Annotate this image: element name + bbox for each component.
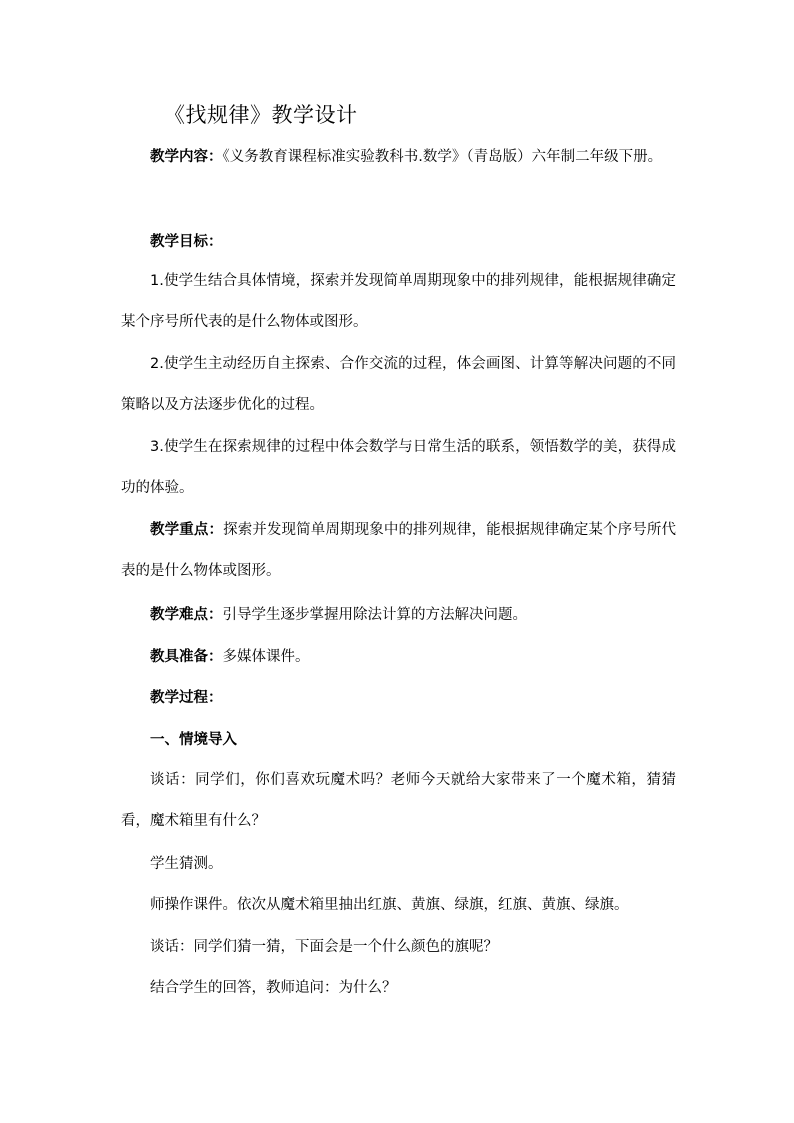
process-paragraph-1: 谈话：同学们，你们喜欢玩魔术吗？老师今天就给大家带来了一个魔术箱，猜猜看，魔术箱里有什么？ — [121, 772, 676, 829]
section-heading-1 — [150, 728, 237, 752]
process-label: 教学过程： — [150, 690, 223, 706]
key-point-text: 探索并发现简单周期现象中的排列规律，能根据规律确定某个序号所代表的是什么物体或图形。 — [121, 522, 677, 579]
materials-paragraph — [150, 645, 310, 669]
materials-text: 多媒体课件。 — [222, 649, 310, 665]
process-paragraph-5: 结合学生的回答，教师追问：为什么？ — [150, 980, 397, 996]
process-paragraph-2: 学生猜测。 — [150, 856, 223, 872]
process-paragraph-3: 师操作课件。依次从魔术箱里抽出红旗、黄旗、绿旗，红旗、黄旗、绿旗。 — [150, 897, 629, 913]
key-point-paragraph — [121, 510, 676, 592]
section-heading-1-text: 一、情境导入 — [150, 732, 237, 748]
document-title: 《找规律》教学设计 — [164, 103, 358, 127]
materials-label: 教具准备： — [150, 649, 223, 665]
teaching-objectives-label: 教学目标： — [150, 234, 223, 250]
process-heading — [150, 686, 223, 710]
process-paragraph-4: 谈话：同学们猜一猜，下面会是一个什么颜色的旗呢？ — [150, 939, 498, 955]
difficulty-paragraph — [150, 603, 527, 627]
teaching-objectives-heading — [150, 230, 223, 254]
teaching-content-text: 《义务教育课程标准实验教科书.数学》（青岛版）六年制二年级下册。 — [222, 149, 663, 165]
teaching-content-paragraph — [121, 137, 676, 178]
difficulty-label: 教学难点： — [150, 607, 223, 623]
key-point-label: 教学重点： — [150, 522, 224, 538]
objective-item-3: 3.使学生在探索规律的过程中体会数学与日常生活的联系，领悟数学的美，获得成功的体验。 — [121, 439, 676, 496]
teaching-content-label: 教学内容： — [150, 149, 223, 165]
difficulty-text: 引导学生逐步掌握用除法计算的方法解决问题。 — [222, 607, 527, 623]
objective-item-2: 2.使学生主动经历自主探索、合作交流的过程，体会画图、计算等解决问题的不同策略以及方法逐步优化的过程。 — [121, 356, 676, 413]
objective-item-1: 1.使学生结合具体情境，探索并发现简单周期现象中的排列规律，能根据规律确定某个序号所代表的是什么物体或图形。 — [121, 273, 676, 330]
